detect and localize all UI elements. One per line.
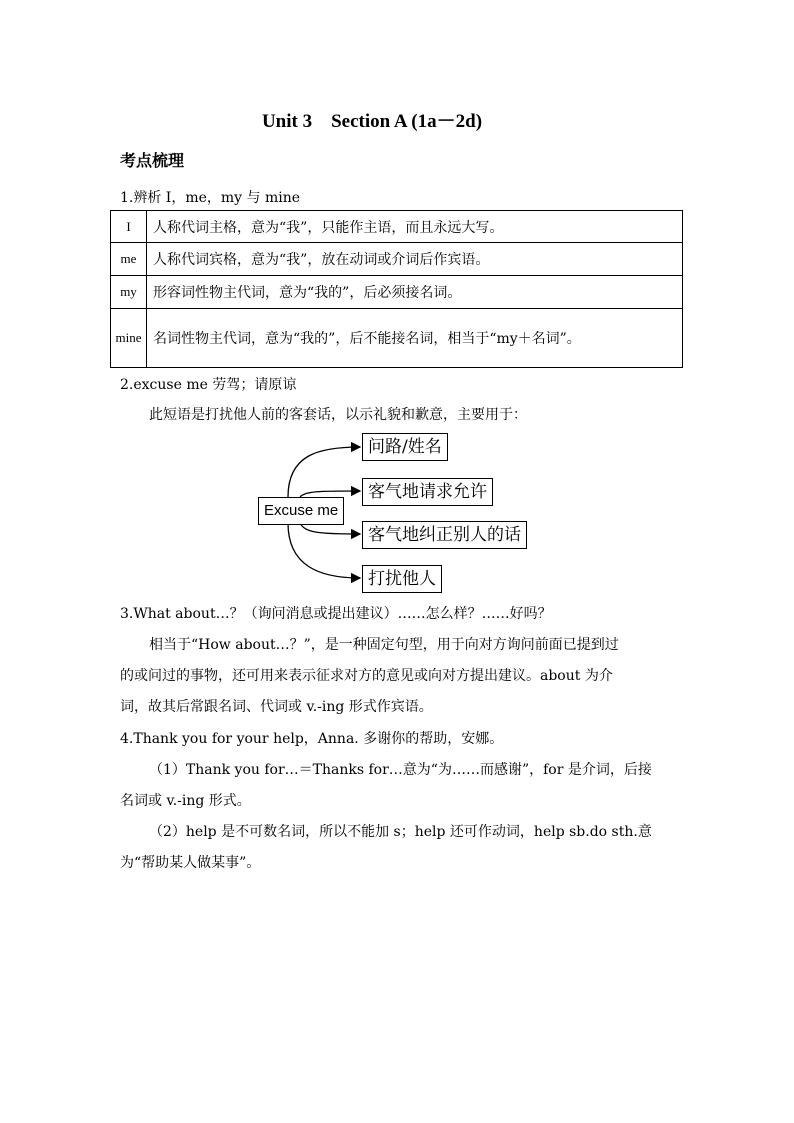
table-text: 人称代词主格，意为“我”，只能作主语，而且永远大写。 [147,211,683,243]
item-4-line: （1）Thank you for…＝Thanks for…意为“为……而感谢”，for 是介词，后接 [149,762,652,778]
item-4-line: 名词或 v.-ing 形式。 [120,793,251,809]
item-4-line: （2）help 是不可数名词，所以不能加 s；help 还可作动词，help sb.do sth.意 [149,824,652,840]
item-2-intro: 此短语是打扰他人前的客套话，以示礼貌和歉意，主要用于： [149,407,527,423]
diagram-target-box: 客气地请求允许 [362,478,493,506]
diagram-target-box: 问路/姓名 [362,433,448,461]
table-key: my [111,276,147,309]
table-key: mine [111,309,147,368]
item-3-line: 相当于“How about…？”，是一种固定句型，用于向对方询问前面已提到过 [149,637,619,653]
section-heading: 考点梳理 [120,151,185,170]
page-title: Unit 3 Section A (1a－2d) [261,111,483,132]
diagram-target-box: 客气地纠正别人的话 [362,521,527,549]
table-text: 名词性物主代词，意为“我的”，后不能接名词，相当于“my＋名词”。 [147,309,683,368]
table-key: me [111,243,147,276]
diagram-target-box: 打扰他人 [362,565,442,593]
item-3-heading: 3.What about…？（询问消息或提出建议）……怎么样？……好吗？ [120,606,552,622]
item-3-line: 的或问过的事物，还可用来表示征求对方的意见或向对方提出建议。about 为介 [120,668,613,684]
table-text: 人称代词宾格，意为“我”，放在动词或介词后作宾语。 [147,243,683,276]
item-4-heading: 4.Thank you for your help，Anna. 多谢你的帮助，安娜。 [120,731,504,747]
diagram-source-box: Excuse me [258,497,344,525]
item-3-line: 词，故其后常跟名词、代词或 v.-ing 形式作宾语。 [120,699,433,715]
table-text: 形容词性物主代词，意为“我的”，后必须接名词。 [147,276,683,309]
table-key: I [111,211,147,243]
item-1-heading: 1.辨析 I，me，my 与 mine [120,190,301,206]
item-2-heading: 2.excuse me 劳驾；请原谅 [120,377,297,393]
item-4-line: 为“帮助某人做某事”。 [120,855,261,871]
